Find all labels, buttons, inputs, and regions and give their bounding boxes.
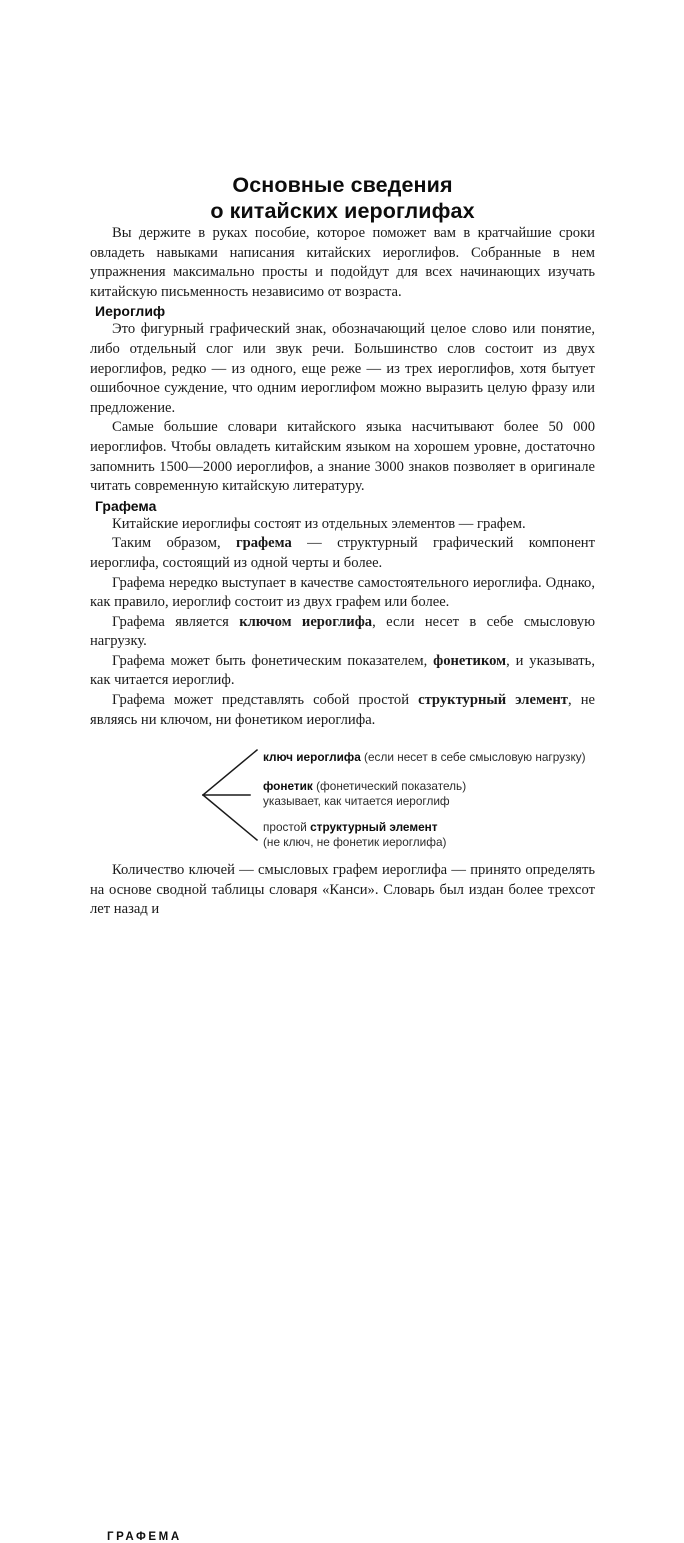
emphasis-term: графема <box>236 535 292 552</box>
diagram-branch-phonetic-term: фонетик <box>263 779 313 793</box>
paragraph <box>90 613 595 652</box>
paragraph-text: Графема может представлять собой простой <box>112 692 419 709</box>
paragraph <box>90 691 595 730</box>
paragraph-text: Графема может быть фонетическим показателем, <box>112 652 434 669</box>
diagram-branch-phonetic-line2: указывает, как читается иероглиф <box>263 794 450 809</box>
paragraph <box>90 652 595 691</box>
paragraph-text: Графема нередко выступает в качестве самостоятельного иероглифа. Однако, как правило, иероглиф состоит из двух графем или более. <box>90 574 595 611</box>
diagram-branch-structural-line1 <box>263 820 446 835</box>
emphasis-term: структурный элемент <box>418 692 568 709</box>
paragraph <box>90 418 595 496</box>
paragraph-text: Это фигурный графический знак, обозначающий целое слово или понятие, либо отдельный слог или звук речи. Большинство слов состоит из двух иероглифов, редко — из одного, еще реже — из трех иероглифов, хотя бытует ошибочное суждение, что одним иероглифом можно выразить целую фразу или предложение. <box>90 321 595 416</box>
diagram-branch-line-top <box>203 750 257 795</box>
diagram-branch-structural-term: структурный элемент <box>310 820 438 834</box>
paragraph-text: Китайские иероглифы состоят из отдельных элементов — графем. <box>112 515 526 532</box>
paragraph-text: , и указывать, как читается иероглиф. <box>90 652 595 689</box>
diagram-branch-key-line1 <box>263 750 586 765</box>
page-title <box>90 0 595 224</box>
diagram-branch-structural-prefix: простой <box>263 820 311 834</box>
page-title-line-1: Основные сведения <box>232 173 453 197</box>
paragraph-text: Самые большие словари китайского языка насчитывают более 50 000 иероглифов. Чтобы овладеть китайским языком на хорошем уровне, достаточно запомнить 1500—2000 иероглифов, а знание 3000 знаков позволяет в оригинале читать современную китайскую литературу. <box>90 419 595 495</box>
diagram-branch-key <box>263 750 586 765</box>
emphasis-term: фонетиком <box>433 652 507 669</box>
diagram-branch-phonetic <box>263 779 466 809</box>
paragraph-text: — структурный графический компонент иероглифа, состоящий из одной черты и более. <box>90 535 595 571</box>
closing-block <box>90 861 595 920</box>
diagram-branch-line-bottom <box>203 795 257 840</box>
paragraph <box>90 534 595 573</box>
paragraph-text: Таким образом, <box>112 535 236 552</box>
diagram-branch-key-term: ключ иероглифа <box>263 750 361 764</box>
paragraph <box>90 320 595 418</box>
paragraph-text: , не являясь ни ключом, ни фонетиком иероглифа. <box>90 692 595 728</box>
paragraph-text: , если несет в себе смысловую нагрузку. <box>90 613 595 650</box>
paragraph-text: Графема является <box>112 613 240 630</box>
diagram-branch-structural-line2: (не ключ, не фонетик иероглифа) <box>263 835 447 850</box>
section-heading-grafema: Графема <box>95 497 157 514</box>
document-content <box>90 0 595 730</box>
intro-paragraph: Вы держите в руках пособие, которое поможет вам в кратчайшие сроки овладеть навыками написания китайских иероглифов. Собранные в нем упражнения максимально просты и подойдут для всех начинающих изучать китайскую письменность независимо от возраста. <box>90 225 595 300</box>
paragraph <box>90 515 595 535</box>
emphasis-term: ключом иероглифа <box>239 613 373 630</box>
section-heading-ieroglif: Иероглиф <box>95 303 166 320</box>
page-title-line-2: о китайских иероглифах <box>210 199 475 223</box>
diagram-branch-phonetic-detail: (фонетический показатель) <box>312 779 467 793</box>
paragraph <box>90 574 595 613</box>
diagram-branch-structural <box>263 820 446 850</box>
diagram-root-label: ГРАФЕМА <box>107 1531 182 1543</box>
diagram-branch-key-detail: (если несет в себе смысловую нагрузку) <box>360 750 586 764</box>
diagram-branch-phonetic-line1 <box>263 779 466 794</box>
closing-paragraph: Количество ключей — смысловых графем иероглифа — принято определять на основе сводной таблицы словаря «Канси». Словарь был издан более трехсот лет назад и <box>90 862 595 918</box>
